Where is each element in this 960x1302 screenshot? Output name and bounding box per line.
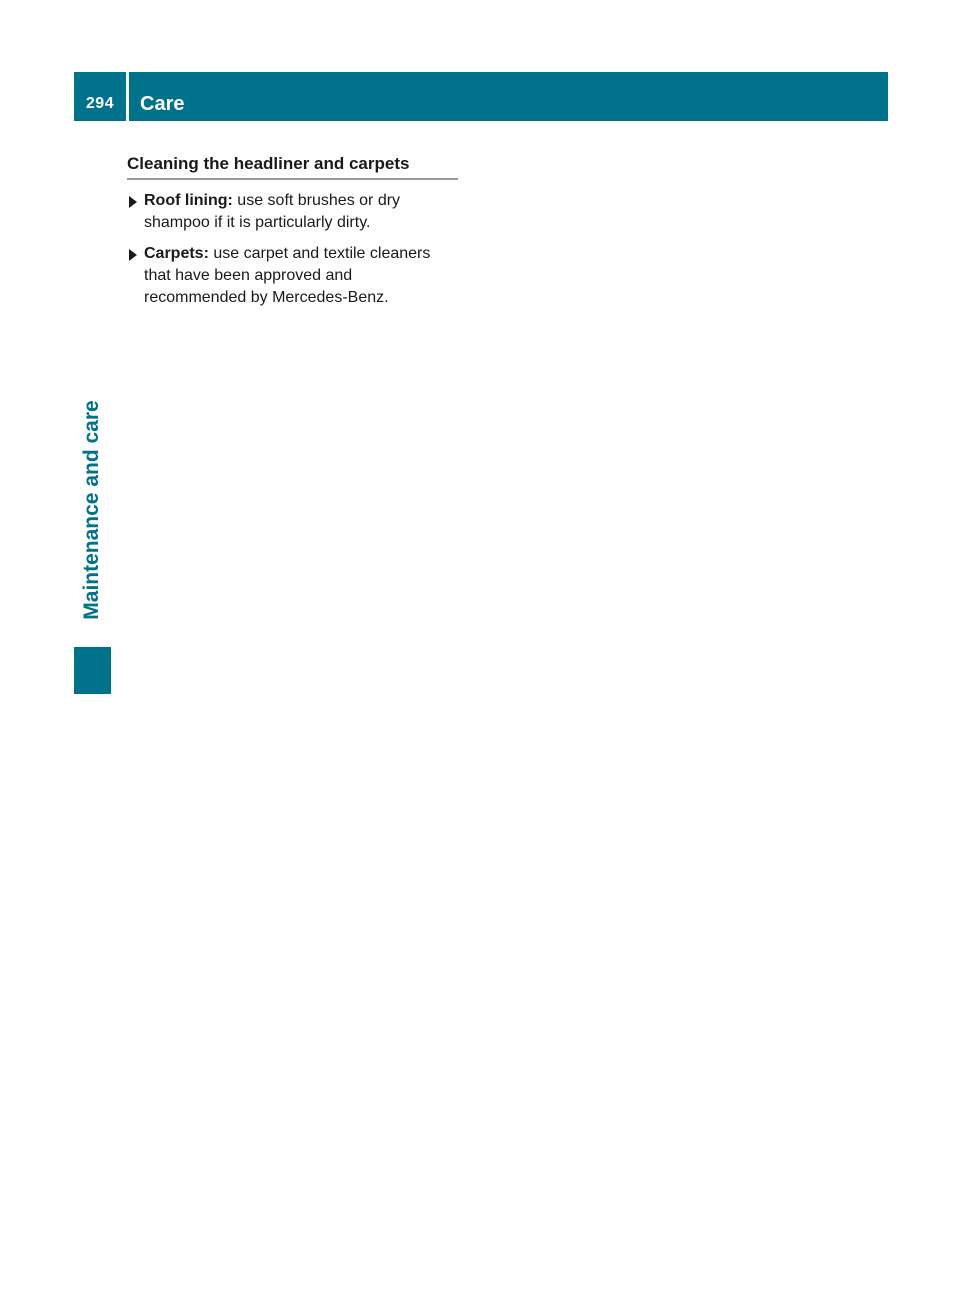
section-heading: Cleaning the headliner and carpets [127,152,458,180]
bullet-arrow-icon [129,249,137,261]
main-content [127,152,458,318]
list-item-carpets [127,243,458,309]
page-header [74,72,888,121]
side-tab-label: Maintenance and care [80,400,103,620]
item-text: use carpet and textile cleaners that have been approved and recommended by Mercedes-Benz. [144,245,431,306]
list-item-roof-lining [127,190,458,234]
side-tab-block [74,647,111,694]
bullet-arrow-icon [129,196,137,208]
side-tab [74,375,111,645]
item-term: Roof lining: [144,192,233,209]
item-text: use soft brushes or dry shampoo if it is particularly dirty. [144,192,401,231]
header-divider [126,72,129,121]
section-title: Care [140,93,185,115]
item-term: Carpets: [144,245,209,262]
page-number: 294 [85,95,115,112]
